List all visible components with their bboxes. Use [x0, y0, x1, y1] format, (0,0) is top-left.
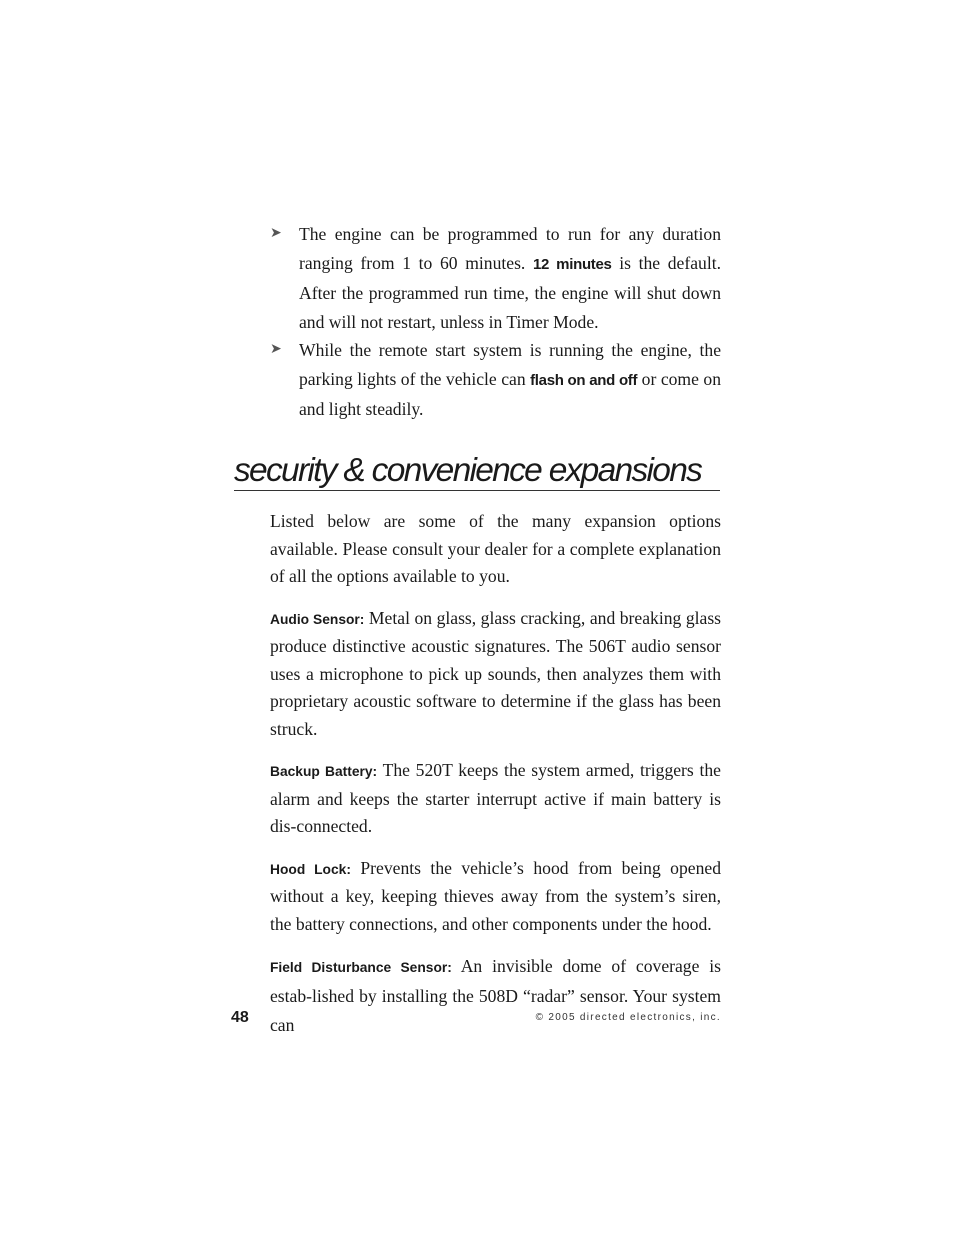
expansion-item: Hood Lock: Prevents the vehicle’s hood from being opened without a key, keeping thieves away from the system’s siren, the battery connections, and other components under the hood. — [270, 857, 721, 934]
bullet-item — [270, 336, 721, 424]
arrow-bullet-icon: ➤ — [270, 226, 282, 241]
section-body — [270, 508, 721, 1054]
item-term: Hood Lock: — [270, 861, 351, 877]
item-term: Field Disturbance Sensor: — [270, 960, 452, 975]
item-term: Audio Sensor: — [270, 611, 365, 627]
expansion-item: Backup Battery: The 520T keeps the system armed, triggers the alarm and keeps the starter interrupt active if main battery is dis-connected. — [270, 760, 721, 836]
section-heading: security & convenience expansions — [234, 452, 720, 491]
intro-paragraph: Listed below are some of the many expansion options available. Please consult your dealer for a complete explanation of all the options available to you. — [270, 511, 721, 586]
bullet-text: The engine can be programmed to run for any duration ranging from 1 to 60 minutes. 12 minutes is the default. After the programmed run time, the engine will shut down and will not restart, unless in Timer Mode. — [299, 224, 721, 332]
arrow-bullet-icon: ➤ — [270, 342, 282, 357]
item-term: Backup Battery: — [270, 764, 378, 779]
expansion-item: Field Disturbance Sensor: An invisible dome of coverage is estab-lished by installing the 508D “radar” sensor. Your system can — [270, 956, 721, 1035]
emphasis: flash on and off — [530, 371, 638, 389]
emphasis: 12 minutes — [532, 255, 612, 273]
expansion-item: Audio Sensor: Metal on glass, glass cracking, and breaking glass produce distinctive acoustic signatures. The 506T audio sensor uses a microphone to pick up sounds, then analyzes them with proprietary acoustic software to determine if the glass has been struck. — [270, 607, 722, 739]
bullet-text: While the remote start system is running the engine, the parking lights of the vehicle can flash on and off or come on and light steadily. — [299, 340, 721, 419]
bullet-item — [270, 220, 721, 336]
page-number: 48 — [231, 1009, 249, 1026]
copyright-notice: © 2005 directed electronics, inc. — [535, 1012, 721, 1023]
bullet-list — [270, 220, 721, 424]
